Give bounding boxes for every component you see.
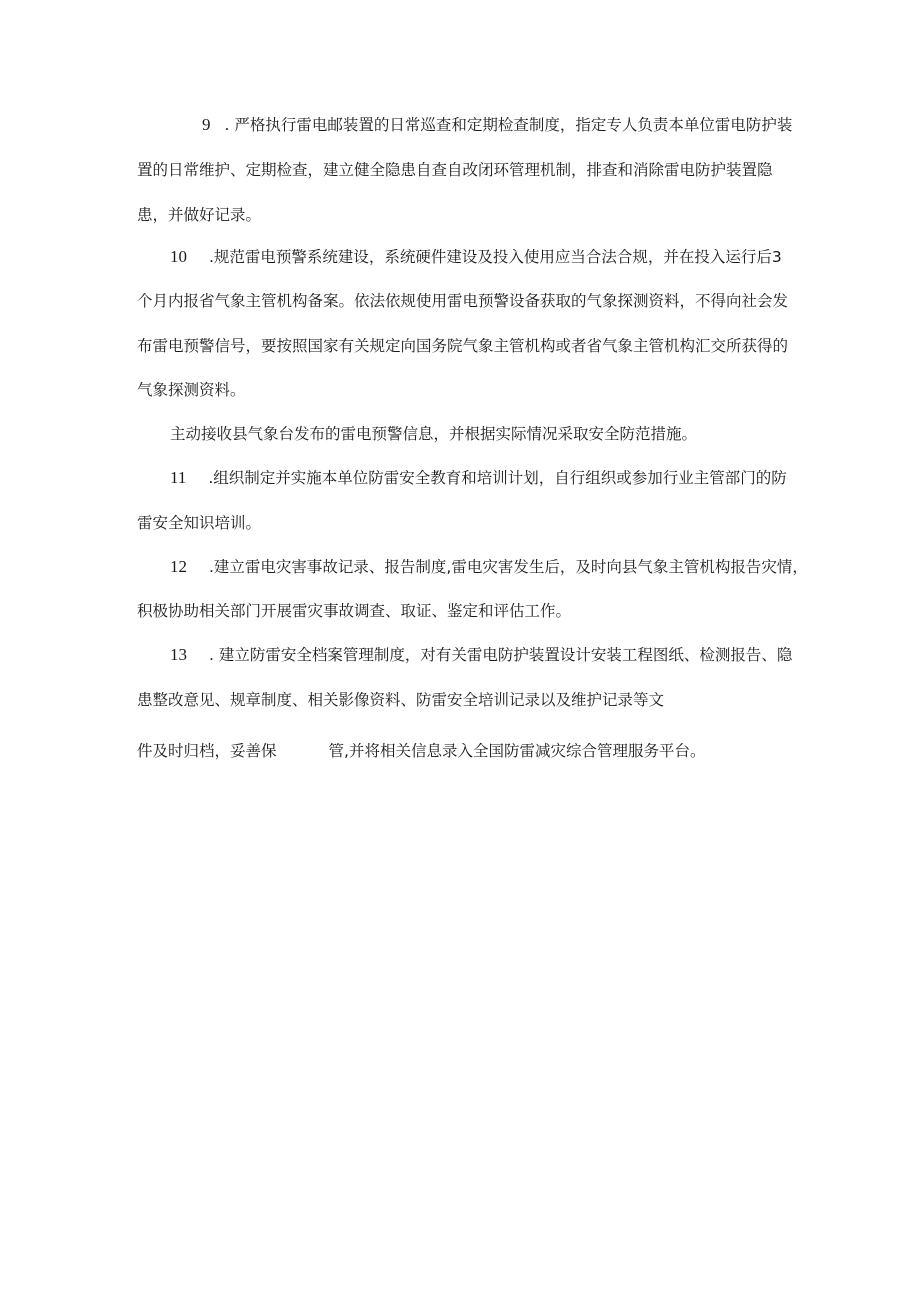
paragraph-text: . 建立防雷安全档案管理制度，对有关雷电防护装置设计安装工程图纸、检测报告、隐 <box>209 646 793 664</box>
paragraph-text: 管,并将相关信息录入全国防雷减灾综合管理服务平台。 <box>328 742 706 760</box>
item-number: 11 <box>170 468 187 487</box>
item-9-line-2: 置的日常维护、定期检查，建立健全隐患自查自改闭环管理机制，排查和消除雷电防护装置隐 <box>137 161 773 179</box>
item-11-line-2: 雷安全知识培训。 <box>137 514 262 532</box>
paragraph-text: .组织制定并实施本单位防雷安全教育和培训计划，自行组织或参加行业主管部门的防 <box>208 469 787 487</box>
item-number: 13 <box>170 645 187 664</box>
paragraph-text: .规范雷电预警系统建设，系统硬件建设及投入使用应当合法合规，并在投入运行后3 <box>209 248 782 266</box>
paragraph-text: .建立雷电灾害事故记录、报告制度,雷电灾害发生后，及时向县气象主管机构报告灾情， <box>209 558 808 576</box>
item-12-line-2: 积极协助相关部门开展雷灾事故调查、取证、鉴定和评估工作。 <box>137 602 572 620</box>
item-10-line-1 <box>170 246 782 268</box>
item-10-line-4: 气象探测资料。 <box>137 381 246 399</box>
item-9-line-3: 患，并做好记录。 <box>137 206 262 224</box>
item-12-line-1 <box>170 556 808 578</box>
paragraph-text: . 严格执行雷电邮装置的日常巡查和定期检查制度，指定专人负责本单位雷电防护装 <box>224 116 793 134</box>
item-number: 10 <box>170 247 187 266</box>
item-11-line-1 <box>170 467 787 489</box>
item-13-line-2: 患整改意见、规章制度、相关影像资料、防雷安全培训记录以及维护记录等文 <box>137 691 665 709</box>
item-13-line-1 <box>170 644 792 666</box>
item-10-line-2: 个月内报省气象主管机构备案。依法依规使用雷电预警设备获取的气象探测资料，不得向社会发 <box>137 292 789 310</box>
paragraph-text: 件及时归档，妥善保 <box>137 742 277 760</box>
item-number: 12 <box>170 557 187 576</box>
item-9-line-1 <box>202 114 792 136</box>
item-number: 9 <box>202 115 211 134</box>
item-13-line-3 <box>137 740 705 762</box>
item-10-line-3: 布雷电预警信号，要按照国家有关规定向国务院气象主管机构或者省气象主管机构汇交所获得的 <box>137 337 789 355</box>
paragraph-warning-info: 主动接收县气象台发布的雷电预警信息，并根据实际情况采取安全防范措施。 <box>170 425 698 443</box>
